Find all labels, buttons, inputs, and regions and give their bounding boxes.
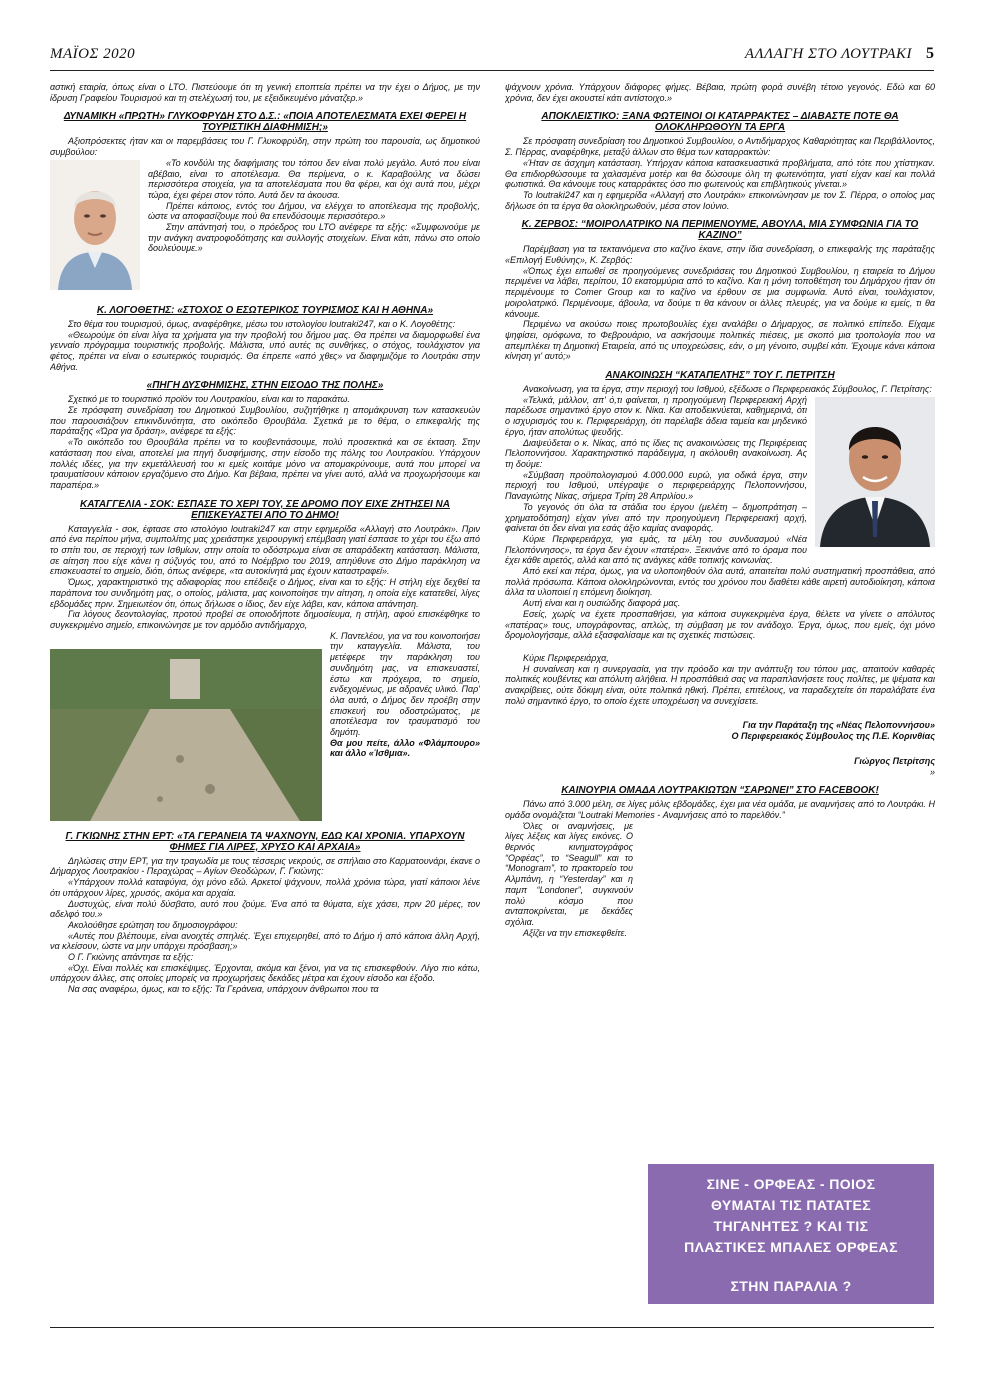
paragraph: Η συναίνεση και η συνεργασία, για την πρόοδο και την ανάπτυξη του τόπου μας, απαιτούν καθαρές πολιτικές κουβέντες και απόλυτη αλήθεια. Η προσπάθειά σας να παραπλανήσετε τους πολίτες, με ψέματα και ανακρίβειες, ούτε δόκιμη είναι, ούτε πολιτικά ηθική. Πρέπει, επιτέλους, να παραδεχτείτε ότι παραλάβατε ένα πολύ σημαντικό έργο, το οποίο έχετε υποχρέωση να συνεχίσετε.: [505, 663, 935, 706]
promo-line: ΠΛΑΣΤΙΚΕΣ ΜΠΑΛΕΣ ΟΡΦΕΑΣ: [684, 1239, 898, 1255]
signature-name: Γιώργος Πετρίτσης: [854, 755, 935, 766]
paragraph: Κύριε Περιφερειάρχα, για εμάς, τα μέλη του συνδυασμού «Νέα Πελοπόννησος», τα έργα δεν έχουν «πατέρα». Ξεκινάνε από το όραμα που έχει κάθε αιρετός, αλλά και από τις ανάγκες κάθε τοπικής κοινωνίας.: [505, 533, 807, 566]
article-title-zervos: Κ. ΖΕΡΒΟΣ: “ΜΟΙΡΟΛΑΤΡΙΚΟ ΝΑ ΠΕΡΙΜΕΝΟΥΜΕ, ΑΒΟΥΛΑ, ΜΙΑ ΣΥΜΦΩΝΙΑ ΓΙΑ ΤΟ ΚΑΖΙΝΟ”: [521, 219, 919, 242]
header-rule: [50, 70, 934, 71]
paragraph: Σε πρόσφατη συνεδρίαση του Δημοτικού Συμβουλίου, συζητήθηκε η απομάκρυνση των κατασκευών που παρουσιάζουν επικινδυνότητα, στο οικόπεδο Θρουβάλα. Σχετικά με το θέμα, ο επικεφαλής της παράταξης «Ώρα για δράση», ανέφερε τα εξής:: [50, 405, 480, 437]
paragraph: Αξίζει να την επισκεφθείτε.: [523, 927, 627, 938]
continued-text: αστική εταιρία, όπως είναι ο LTO. Πιστεύουμε ότι τη γενική εποπτεία πρέπει να την έχει ο Δήμος, με την ίδρυση Γραφείου Τουρισμού και τη στελέχωσή του, με εξειδικευμένο μάνατζερ.»: [50, 82, 480, 103]
promo-line: ΤΗΓΑΝΗΤΕΣ ? ΚΑΙ ΤΙΣ: [713, 1218, 869, 1234]
left-column: [50, 82, 480, 1312]
right-column: [505, 82, 935, 1312]
paragraph: Εσείς, χωρίς να έχετε προσπαθήσει, για κάποια συγκεκριμένα έργα, θέλετε να γίνετε ο απόλυτος «πατέρας» τους, υπογράφοντας, απλώς, τη σύμβαση με τον ανάδοχο. Έργα, όμως, που εμείς, όχι μόνο δρομολογήσαμε, αλλά εξασφαλίσαμε και τις σχετικές πιστώσεις.: [505, 608, 935, 641]
page-header: [50, 46, 934, 68]
paragraph: Στο θέμα του τουρισμού, όμως, αναφέρθηκε, μέσω του ιστολογίου loutraki247, και ο Κ. Λογοθέτης:: [68, 318, 456, 329]
road-photo: [50, 649, 322, 821]
paragraph: Θα μου πείτε, άλλο «Φλάμπουρο» και άλλο «Ίσθμια».: [330, 737, 480, 759]
paragraph: Κ. Παντελέου, για να του κοινοποιήσει την καταγγελία. Μάλιστα, του μετέφερε την παράκληση του συνδημότη μας, να επισκευαστεί, έστω και πρόχειρα, το σημείο, ενδεχομένως, με αδρανές υλικό. Παρ' όλα αυτά, ο Δήμος δεν προέβη στην επισκευή του οδοστρώματος, με αποτέλεσμα τον τραυματισμό του δημότη.: [330, 630, 480, 738]
paragraph: «Το κονδύλι της διαφήμισης του τόπου δεν είναι πολύ μεγάλο. Αυτό που είναι αβέβαιο, είναι το αποτέλεσμα. Θα περίμενα, ο κ. Καραβούλης να δώσει περισσότερα στοιχεία, για τα αποτελέσματα που θα φέρει, και όχι αυτά που, μέχρι τώρα, έχει φέρει στον τόπο. Αυτά δεν τα άκουσα.: [148, 157, 480, 200]
paragraph: Από εκεί και πέρα, όμως, για να υλοποιηθούν όλα αυτά, απαιτείται πολύ συστηματική προσπάθεια, από πολλά πρόσωπα. Κάποια ολοκληρώνονται, εντός του χρόνου που διαθέτει κάθε αιρετή αυτοδιοίκηση, κάποια άλλα τα υλοποιεί η επόμενη διοίκηση.: [505, 566, 935, 598]
closing-quote: »: [929, 766, 935, 777]
paragraph: «Το οικόπεδο του Θρουβάλα πρέπει να το κουβεντιάσουμε, πολύ προσεκτικά και σε έκταση. Στην κατάσταση που είναι, αποτελεί μια πηγή δυσφήμισης, στην είσοδο της πόλης του Λουτρακίου. Υπάρχουν πολλές ιδέες, για την εκμετάλλευσή του κι εμείς κοιτάμε μόνο να απομακρύνουμε, αυτά που μπορεί να τραυματίσουν κάποιον εργαζόμενο στο Δήμο. Και βέβαια, πρέπει να γίνει αυτό, αλλά να προχωρήσουμε και παραπέρα.»: [50, 437, 480, 490]
issue-date: ΜΑΪΟΣ 2020: [50, 46, 136, 62]
paragraph: Παρέμβαση για τα τεκταινόμενα στο καζίνο έκανε, στην ίδια συνεδρίαση, ο επικεφαλής της παράταξης «Επιλογή Ευθύνης», Κ. Ζερβός:: [505, 244, 935, 266]
paragraph: Το γεγονός ότι όλα τα στάδια του έργου (μελέτη – δημοπράτηση – χρηματοδότηση) είχαν γίνει από την προηγούμενη Περιφερειακή αρχή, φαίνεται ότι δεν είναι για εσάς άξιο καμίας αναφοράς.: [505, 501, 807, 534]
newspaper-title: ΑΛΛΑΓΗ ΣΤΟ ΛΟΥΤΡΑΚΙ: [744, 46, 912, 62]
paragraph: Σε πρόσφατη συνεδρίαση του Δημοτικού Συμβουλίου, ο Αντιδήμαρχος Καθαριότητας και Περιβάλλοντος, Σ. Πέρρας, αναφέρθηκε, μεταξύ άλλων στο θέμα των καταρρακτών:: [505, 136, 935, 158]
signature-line: Ο Περιφερειακός Σύμβουλος της Π.Ε. Κορινθίας: [731, 731, 935, 742]
paragraph: Περιμένω να ακούσω ποιες πρωτοβουλίες έχει αναλάβει ο Δήμαρχος, σε πολιτικό επίπεδο. Είχαμε ψηφίσει, ομόφωνα, το Φεβρουάριο, να ασκήσουμε πολιτικές πιέσεις, με σκοπό μια τροπολογία που να απεμπλέκει τη Δημοτική Εταιρεία, από τις υποχρεώσεις, εάν, ο μη γένοιτο, συμβεί κάτι. Έχουμε κάνει κάποια κίνηση γι' αυτό;»: [505, 319, 935, 362]
paragraph: Ο Γ. Γκιώνης απάντησε τα εξής:: [68, 952, 194, 963]
article-title-katarraktes: ΑΠΟΚΛΕΙΣΤΙΚΟ: ΞΑΝΑ ΦΩΤΕΙΝΟΙ ΟΙ ΚΑΤΑΡΡΑΚΤΕΣ – ΔΙΑΒΑΣΤΕ ΠΟΤΕ ΘΑ ΟΛΟΚΛΗΡΩΘΟΥΝ ΤΑ ΕΡΓΑ: [541, 111, 899, 134]
paragraph: Ακολούθησε ερώτηση του δημοσιογράφου:: [68, 919, 238, 930]
article-title-dysfimisi: «ΠΗΓΗ ΔΥΣΦΗΜΙΣΗΣ, ΣΤΗΝ ΕΙΣΟΔΟ ΤΗΣ ΠΟΛΗΣ»: [146, 380, 384, 392]
paragraph: «Θεωρούμε ότι είναι λίγα τα χρήματα για την προβολή του δήμου μας. Θα πρέπει να διαμορφωθεί ένα γενναίο πρόγραμμα τουριστικής προβολής. Μάλιστα, υπό αυτές τις συνθήκες, ο στόχος, τουλάχιστον για φέτος, πρέπει να είναι ο εσωτερικός τουρισμός. Θα έπρεπε «από χθες» να διαφημιζόμε το Λουτράκι στην Αθήνα.: [50, 329, 480, 372]
paragraph: «Τελικά, μάλλον, απ' ό,τι φαίνεται, η προηγούμενη Περιφερειακή Αρχή παρέδωσε σημαντικό έργο στον κ. Νίκα. Και αποδεικνύεται, καθημερινά, ότι ο ισχυρισμός του κ. Περιφερειάρχη, ότι παρέλαβε άδεια ταμεία και μηδενικό έργο, ήταν απολύτως ψευδής.: [505, 394, 807, 437]
paragraph: Στην απάντησή του, ο πρόεδρος του LTO ανέφερε τα εξής: «Συμφωνούμε με την ανάγκη ανατροφοδότησης και συλλογής στοιχείων. Είναι κάτι, πάνω στο οποίο δουλεύουμε.»: [148, 222, 480, 254]
paragraph: Κύριε Περιφερειάρχα,: [523, 652, 609, 663]
promo-line: ΣΙΝΕ - ΟΡΦΕΑΣ - ΠΟΙΟΣ: [706, 1176, 876, 1192]
paragraph: «Σύμβαση προϋπολογισμού 4.000.000 ευρώ, για οδικά έργα, στην περιοχή του Ισθμού, υπέγραψε ο περιφερειάρχης Πελοποννήσου, Παναγιώτης Νίκας, σήμερα Τρίτη 28 Απριλίου.»: [505, 469, 807, 502]
paragraph: Δηλώσεις στην ΕΡΤ, για την τραγωδία με τους τέσσερις νεκρούς, σε σπήλαιο στο Καρματουνάρι, έκανε ο Δήμαρχος Λουτρακίου - Περαχώρας – Αγίων Θεοδώρων, Γ. Γκιώνης:: [50, 855, 480, 877]
paragraph: Αξιοπρόσεκτες ήταν και οι παρεμβάσεις του Γ. Γλυκοφρύδη, στην πρώτη του παρουσία, ως δημοτικού συμβούλου:: [50, 136, 480, 158]
article-title-kataggelia: ΚΑΤΑΓΓΕΛΙΑ - ΣΟΚ: ΕΣΠΑΣΕ ΤΟ ΧΕΡΙ ΤΟΥ, ΣΕ ΔΡΟΜΟ ΠΟΥ ΕΙΧΕ ΖΗΤΗΣΕΙ ΝΑ ΕΠΙΣΚΕΥΑΣΤΕΙ ΑΠΟ ΤΟ ΔΗΜΟ!: [79, 498, 450, 521]
paragraph: Καταγγελία - σοκ, έφτασε στο ιστολόγιο loutraki247 και στην εφημερίδα «Αλλαγή στο Λουτράκι». Πριν από ένα περίπου μήνα, συμπολίτης μας χρειάστηκε χειρουργική επέμβαση γιατί έσπασε το χέρι του έξω από το σπίτι του, σε περιοχή των Ισθμίων, στην οποία το οδόστρωμα είναι σε απαράδεκτη κατάσταση. Μάλιστα, σε αίτηση που είχε κάνει η σύζυγός του, από το Νοέμβριο του 2019, απηύθυνε στο Δήμο παράκληση να επισκευαστεί το σημείο, διότι, όπως ανέφερε, «τα αυτοκίνητά μας έχουν καταστραφεί».: [50, 523, 480, 577]
paragraph: Διαψεύδεται ο κ. Νίκας, από τις ίδιες τις ανακοινώσεις της Περιφέρειας Πελοποννήσου. Χαρακτηριστικό παράδειγμα, η ακόλουθη ανακοίνωση. Ας τη δούμε:: [505, 437, 807, 469]
promo-line: ΘΥΜΑΤΑΙ ΤΙΣ ΠΑΤΑΤΕΣ: [711, 1197, 871, 1213]
article-title-petritsis: ΑΝΑΚΟΙΝΩΣΗ “ΚΑΤΑΠΕΛΤΗΣ” ΤΟΥ Γ. ΠΕΤΡΙΤΣΗ: [605, 370, 835, 382]
paragraph: «Αυτές που βλέπουμε, είναι ανοιχτές σπηλιές. Έχει επιχειρηθεί, από το Δήμο ή από κάποια άλλη Αρχή, να κλείσουν, ώστε να μην υπάρχει πρόσβαση;»: [50, 930, 480, 952]
paragraph: Το loutraki247 και η εφημερίδα «Αλλαγή στο Λουτράκι» επικοινώνησαν με τον Σ. Πέρρα, ο οποίος μας δήλωσε ότι τα έργα θα ολοκληρωθούν, μέσα στον Ιούνιο.: [505, 189, 935, 211]
paragraph: Ανακοίνωση, για τα έργα, στην περιοχή του Ισθμού, εξέδωσε ο Περιφερειακός Σύμβουλος, Γ. Πετρίτσης:: [523, 384, 932, 395]
promo-line: ΣΤΗΝ ΠΑΡΑΛΙΑ ?: [730, 1278, 852, 1294]
page-number: 5: [926, 45, 934, 62]
paragraph: Πρέπει κάποιος, εντός του Δήμου, να ελέγχει το αποτέλεσμα της προβολής, ώστε να αποφασίζουμε πού θα επενδύσουμε περισσότερο.»: [148, 200, 480, 222]
paragraph: «Όπως έχει ειπωθεί σε προηγούμενες συνεδριάσεις του Δημοτικού Συμβουλίου, η εταιρεία το Δήμου περιμένει να λάβει, περίπου, 10 εκατομμύρια από το καζίνο. Και η μόνη τοποθέτηση του Δημάρχου ήταν ότι περιμένουμε το Comer Group και το καζίνο να έρθουν σε μια συμφωνία. Αυτό είναι, τουλάχιστον, μοιρολατρικό. Περιμένουμε, άβουλα, να δούμε τι θα κάνουν οι άλλες πλευρές, για να δούμε κι εμείς, τι θα κάνουμε.: [505, 265, 935, 319]
paragraph: Όμως, χαρακτηριστικό της αδιαφορίας που επέδειξε ο Δήμος, είναι και το εξής: Η στήλη είχε δεχθεί τα παράπονα του συνδημότη μας, ο οποίος, μάλιστα, μας κοινοποίησε την αίτηση, η οποία είχε κατατεθεί, λίγες εβδομάδες πριν. Σημειωτέον ότι, όπως δήλωσε ο ίδιος, δεν είχε λάβει, καν, κάποια απάντηση.: [50, 577, 480, 609]
promo-box: [648, 1164, 934, 1304]
paragraph: «Όχι. Είναι πολλές και επισκέψιμες. Έρχονται, ακόμα και ξένοι, για να τις επισκεφθούν. Λίγο πιο κάτω, υπάρχουν άλλες, στις οποίες μπορείς να προχωρήσεις δεκάδες μέτρα και έχουν είσοδο και έξοδο.: [50, 962, 480, 984]
footer-rule: [50, 1327, 934, 1328]
article-title-glykofrydis: ΔΥΝΑΜΙΚΗ «ΠΡΩΤΗ» ΓΛΥΚΟΦΡΥΔΗ ΣΤΟ Δ.Σ.: «ΠΟΙΑ ΑΠΟΤΕΛΕΣΜΑΤΑ ΕΧΕΙ ΦΕΡΕΙ Η ΤΟΥΡΙΣΤΙΚΗ ΔΙΑΦΗΜΙΣΗ;»: [63, 111, 467, 134]
paragraph: «Ήταν σε άσχημη κατάσταση. Υπήρχαν κάποια κατασκευαστικά προβλήματα, από τότε που χτίστηκαν. Θα επιδιορθώσουμε τα χαλασμένα μοτέρ και θα δώσουμε όλη τη φωτεινότητα, γιατί είχαν καεί και πολλά φωτιστικά. Θα κάνουμε τους καταρράκτες όσο πιο φωτεινούς και επιβλητικούς γίνεται.»: [505, 157, 935, 190]
article-title-gkionis: Γ. ΓΚΙΩΝΗΣ ΣΤΗΝ ΕΡΤ: «ΤΑ ΓΕΡΑΝΕΙΑ ΤΑ ΨΑΧΝΟΥΝ, ΕΔΩ ΚΑΙ ΧΡΟΝΙΑ. ΥΠΑΡΧΟΥΝ ΦΗΜΕΣ ΓΙΑ ΛΙΡΕΣ, ΧΡΥΣΟ ΚΑΙ ΑΡΧΑΙΑ»: [65, 830, 465, 853]
signature-line: Για την Παράταξη της «Νέας Πελοποννήσου»: [742, 720, 935, 731]
paragraph: «Υπάρχουν πολλά καταφύγια, όχι μόνο εδώ. Αρκετοί ψάχνουν, πολλά χρόνια τώρα, γιατί κάποιοι λένε ότι υπάρχουν λίρες, χρυσός, ακόμα και αρχαία.: [50, 877, 480, 898]
portrait-glykofrydis: [50, 160, 140, 295]
portrait-petritsis: [815, 397, 935, 552]
paragraph: Όλες οι αναμνήσεις, με λίγες λέξεις και λίγες εικόνες. Ο θερινός κινηματογράφος “Ορφέας”, το “Seagull” και το “Monogram”, το πρακτορείο του Αλμπάνη, η “Yesterday” και η παμπ “Londoner”, συγκινούν πολύ κόσμο που ανταποκρίνεται, με δεκάδες σχόλια.: [505, 820, 633, 927]
paragraph: Δυστυχώς, είναι πολύ δύσβατο, αυτό που ζούμε. Ένα από τα θύματα, είχε χάσει, πριν 20 μέρες, τον αδελφό του.»: [50, 898, 480, 920]
article-title-facebook: ΚΑΙΝΟΥΡΙΑ ΟΜΑΔΑ ΛΟΥΤΡΑΚΙΩΤΩΝ “ΣΑΡΩΝΕΙ” ΣΤΟ FACEBOOK!: [561, 785, 879, 797]
paragraph: Πάνω από 3.000 μέλη, σε λίγες μόλις εβδομάδες, έχει μια νέα ομάδα, με αναμνήσεις από το Λουτράκι. Η ομάδα ονομάζεται “Loutraki Memories - Αναμνήσεις από το παρελθόν.”: [505, 799, 935, 820]
paragraph: Σχετικό με το τουριστικό προϊόν του Λουτρακίου, είναι και το παρακάτω.: [68, 394, 350, 405]
paragraph: Για λόγους δεοντολογίας, προτού προβεί σε οποιοδήποτε δημοσίευμα, η στήλη, αφού επισκέφθηκε το συγκεκριμένο σημείο, επικοινώνησε με τον αρμόδιο αντιδήμαρχο,: [50, 609, 480, 630]
continued-text: ψάχνουν χρόνια. Υπάρχουν διάφορες φήμες. Βέβαια, πρώτη φορά συνέβη τέτοιο γεγονός. Εδώ και 60 χρόνια, δεν έχει ακουστεί κάτι αντίστοιχο.»: [505, 82, 935, 103]
paragraph: Να σας αναφέρω, όμως, και το εξής: Τα Γεράνεια, υπάρχουν άνθρωποι που τα: [68, 984, 379, 995]
paragraph: Αυτή είναι και η ουσιώδης διαφορά μας.: [523, 598, 681, 609]
article-title-logothetis: Κ. ΛΟΓΟΘΕΤΗΣ: «ΣΤΟΧΟΣ Ο ΕΣΩΤΕΡΙΚΟΣ ΤΟΥΡΙΣΜΟΣ ΚΑΙ Η ΑΘΗΝΑ»: [96, 304, 434, 316]
